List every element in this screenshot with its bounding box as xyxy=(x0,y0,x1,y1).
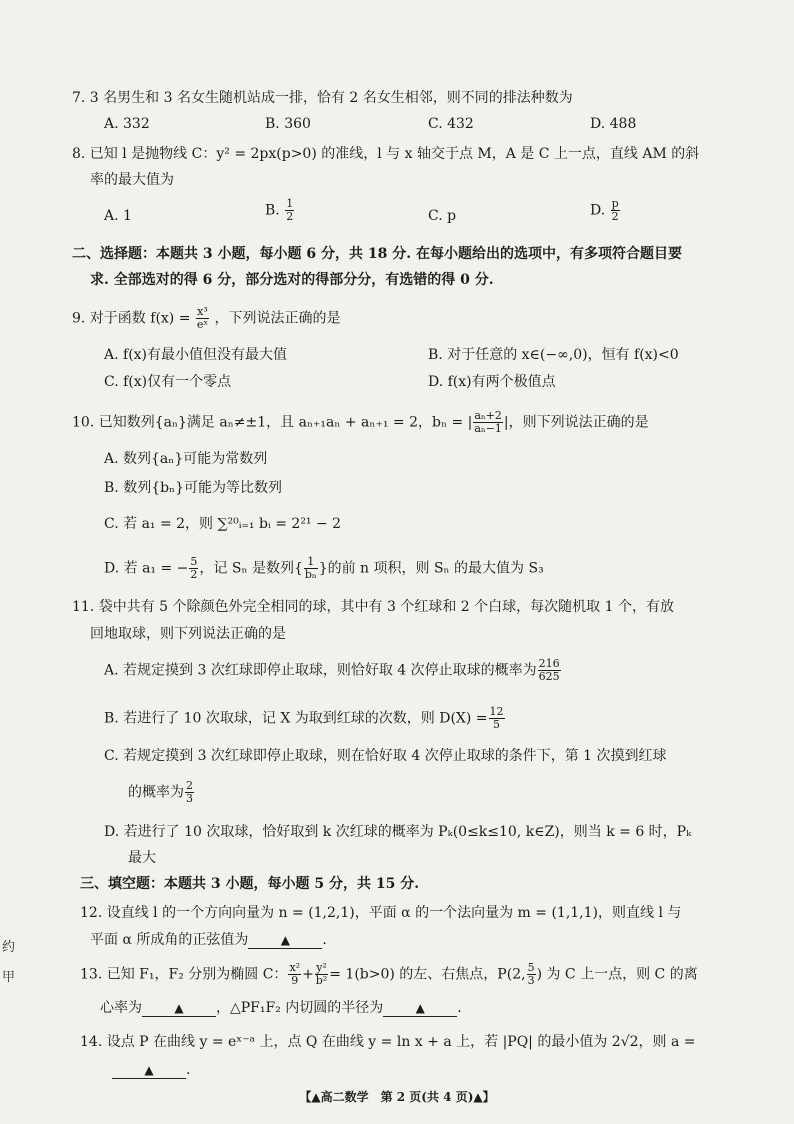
q10-fraction: $\frac{\text{aₙ+2}}{\text{aₙ−1}}$ xyxy=(474,409,502,435)
q7-stem: 7. 3 名男生和 3 名女生随机站成一排，恰有 2 名女生相邻，则不同的排法种数为 xyxy=(72,90,573,106)
margin-mark-2: 甲 xyxy=(2,970,16,985)
q9-option-d: D. f(x)有两个极值点 xyxy=(428,374,556,390)
q10-option-d-fraction2: $\frac{1}{\text{bₙ}}$ xyxy=(304,555,317,581)
margin-mark-1: 约 xyxy=(2,940,16,955)
q11-stem-line2: 回地取球，则下列说法正确的是 xyxy=(90,626,286,642)
q8-option-d-label: D. xyxy=(590,202,606,219)
q7-option-c: C. 432 xyxy=(428,116,474,132)
q11-option-c-fraction: $\frac{2}{3}$ xyxy=(186,779,193,805)
q7-option-d: D. 488 xyxy=(590,116,637,132)
q14-line1: 14. 设点 P 在曲线 y = eˣ⁻ᵃ 上，点 Q 在曲线 y = ln x + a 上，若 |PQ| 的最小值为 2√2，则 a = xyxy=(80,1034,696,1050)
q9-fraction: $\frac{\text{x³}}{\text{eˣ}}$ xyxy=(196,305,209,331)
q10-option-a: A. 数列{aₙ}可能为常数列 xyxy=(104,451,268,467)
q9-option-c: C. f(x)仅有一个零点 xyxy=(104,374,232,390)
q8-option-b-fraction: $\frac{1}{2}$ xyxy=(286,197,294,223)
q8-option-d xyxy=(590,198,621,223)
q11-option-c-line2: 的概率为 $\frac{2}{3}$ xyxy=(128,779,193,805)
q8-stem-line1: 8. 已知 l 是抛物线 C：y² = 2px(p>0) 的准线，l 与 x 轴交于点 M，A 是 C 上一点，直线 AM 的斜 xyxy=(72,146,700,162)
q11-option-a-fraction: $\frac{216}{625}$ xyxy=(538,657,560,683)
q8-stem-line2: 率的最大值为 xyxy=(90,172,174,188)
q9-stem: 9. 对于函数 f(x) = $\frac{\text{x³}}{\text{eˣ}}$ ，下列说法正确的是 xyxy=(72,305,341,331)
q8-option-b xyxy=(265,198,295,223)
q10-option-b: B. 数列{bₙ}可能为等比数列 xyxy=(104,480,283,496)
page-footer: 【▲高二数学 第 2 页(共 4 页)▲】 xyxy=(299,1090,495,1104)
q8-option-c: C. p xyxy=(428,208,457,224)
section2-heading-line2: 求. 全部选对的得 6 分，部分选对的得部分分，有选错的得 0 分. xyxy=(90,272,494,288)
q11-option-d-line2: 最大 xyxy=(128,850,156,866)
q12-line2: 平面 α 所成角的正弦值为 ▲ . xyxy=(90,932,327,948)
q11-option-d-line1: D. 若进行了 10 次取球，恰好取到 k 次红球的概率为 Pₖ(0≤k≤10, k∈Z)，则当 k = 6 时，Pₖ xyxy=(104,824,692,840)
q14-line2: ▲ . xyxy=(112,1060,190,1080)
q13-answer-blank-1[interactable] xyxy=(142,1000,216,1017)
q11-option-c-line1: C. 若规定摸到 3 次红球即停止取球，则在恰好取 4 次停止取球的条件下，第 1 次摸到红球 xyxy=(104,748,667,764)
q12-line1: 12. 设直线 l 的一个方向向量为 n = (1,2,1)，平面 α 的一个法向量为 m = (1,1,1)，则直线 l 与 xyxy=(80,905,682,921)
q11-option-b-fraction: $\frac{12}{5}$ xyxy=(489,705,504,731)
q10-option-d: D. 若 a₁ = − $\frac{5}{2}$ ，记 Sₙ 是数列{ $\frac{1}{\text{bₙ}}$ }的前 n 项积，则 Sₙ 的最大值为 S₃ xyxy=(104,555,544,581)
q9-option-b: B. 对于任意的 x∈(−∞,0)，恒有 f(x)<0 xyxy=(428,347,679,363)
q11-option-b: B. 若进行了 10 次取球，记 X 为取到红球的次数，则 D(X) = $\frac{12}{5}$ xyxy=(104,705,504,731)
q8-option-d-fraction: $\frac{p}{2}$ xyxy=(611,197,619,223)
q13-fraction-x: $\frac{\text{x²}}{9}$ xyxy=(289,961,301,987)
q13-answer-blank-2[interactable] xyxy=(383,1000,457,1017)
q14-answer-blank[interactable] xyxy=(112,1062,186,1079)
q13-fraction-y: $\frac{\text{y²}}{\text{b²}}$ xyxy=(315,961,328,987)
triangle-icon: ▲ xyxy=(415,1001,425,1015)
q11-option-a: A. 若规定摸到 3 次红球即停止取球，则恰好取 4 次停止取球的概率为 $\frac{216}{625}$ xyxy=(104,657,560,683)
q11-stem-line1: 11. 袋中共有 5 个除颜色外完全相同的球，其中有 3 个红球和 2 个白球，每次随机取 1 个，有放 xyxy=(72,599,674,615)
q10-option-c: C. 若 a₁ = 2，则 ∑²⁰ᵢ₌₁ bᵢ = 2²¹ − 2 xyxy=(104,516,342,532)
q7-option-b: B. 360 xyxy=(265,116,311,132)
section3-heading: 三、填空题：本题共 3 小题，每小题 5 分，共 15 分. xyxy=(80,876,420,892)
q10-option-d-fraction1: $\frac{5}{2}$ xyxy=(190,555,198,581)
section2-heading-line1: 二、选择题：本题共 3 小题，每小题 6 分，共 18 分. 在每小题给出的选项中，有多项符合题目要 xyxy=(72,246,682,262)
q13-fraction-p: $\frac{5}{3}$ xyxy=(527,961,535,987)
q13-line2: 心率为 ▲ ，△PF₁F₂ 内切圆的半径为 ▲ . xyxy=(100,1000,462,1016)
triangle-icon: ▲ xyxy=(174,1001,184,1015)
triangle-icon: ▲ xyxy=(144,1063,154,1077)
q10-stem: 10. 已知数列{aₙ}满足 aₙ≠±1，且 aₙ₊₁aₙ + aₙ₊₁ = 2，bₙ = | $\frac{\text{aₙ+2}}{\text{aₙ−1}}$ |，则下列说法正确的是 xyxy=(72,409,649,435)
q13-line1: 13. 已知 F₁，F₂ 分别为椭圆 C： $\frac{\text{x²}}{9}$ + $\frac{\text{y²}}{\text{b²}}$ = 1(b>0) 的左、右焦点，P(2, $\frac{5}{3}$ ) 为 C 上一点，则 C 的离 xyxy=(80,961,698,987)
q7-option-a: A. 332 xyxy=(104,116,150,132)
triangle-icon: ▲ xyxy=(280,933,290,947)
q8-option-b-label: B. xyxy=(265,202,280,219)
q12-answer-blank[interactable] xyxy=(248,932,322,949)
q8-option-a: A. 1 xyxy=(104,208,132,224)
q9-option-a: A. f(x)有最小值但没有最大值 xyxy=(104,347,288,363)
